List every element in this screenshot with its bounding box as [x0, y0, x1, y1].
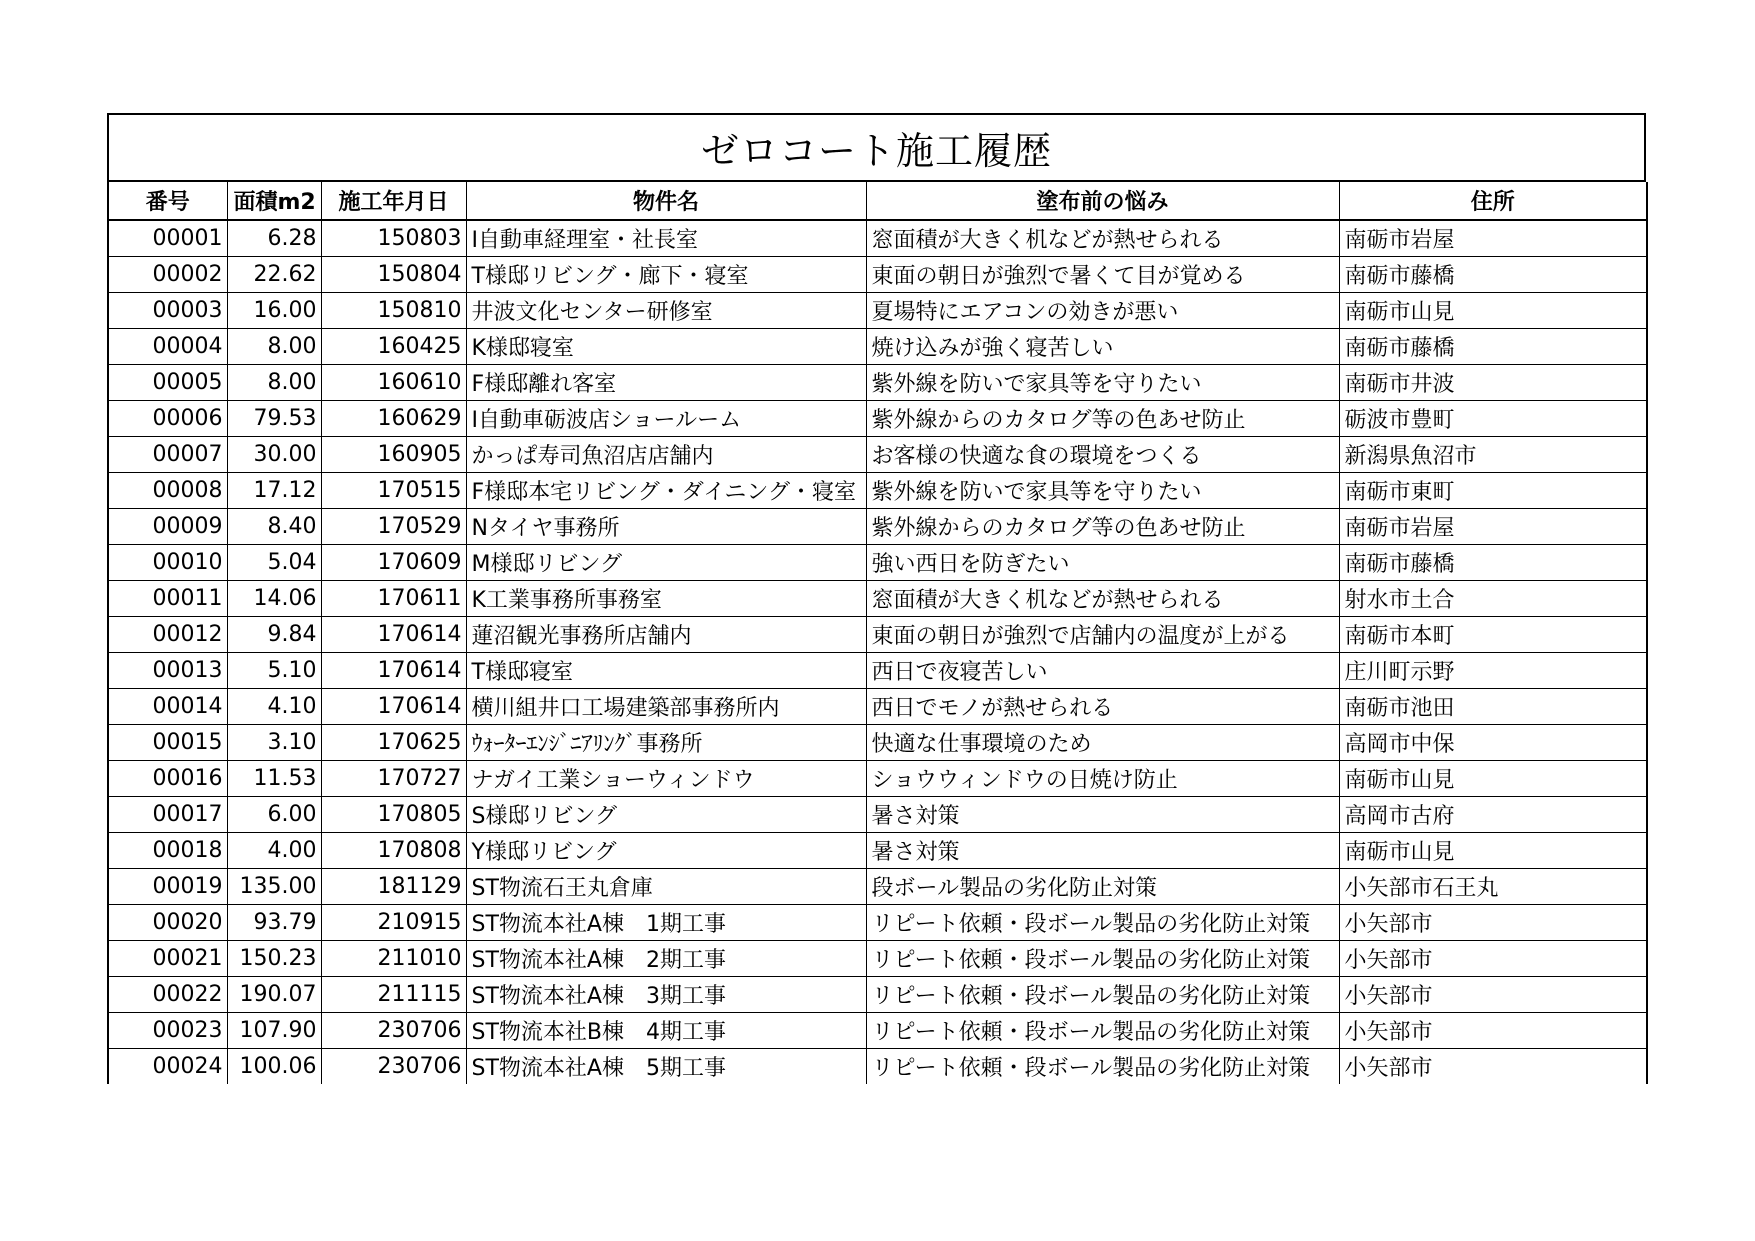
header-property: 物件名: [466, 182, 866, 220]
title-cell: [107, 113, 1646, 182]
property-cell: T様邸寝室: [466, 652, 866, 688]
area-cell: 100.06: [227, 1048, 321, 1084]
number-cell: 00021: [108, 940, 227, 976]
number-cell: 00018: [108, 832, 227, 868]
date-cell: 150810: [321, 292, 466, 328]
area-cell: 4.00: [227, 832, 321, 868]
number-cell: 00023: [108, 1012, 227, 1048]
date-cell: 170808: [321, 832, 466, 868]
property-cell: ST物流本社B棟 4期工事: [466, 1012, 866, 1048]
page-title: ゼロコート施工履歴: [700, 129, 1052, 173]
address-cell: 射水市土合: [1339, 580, 1647, 616]
number-cell: 00009: [108, 508, 227, 544]
concern-cell: 紫外線からのカタログ等の色あせ防止: [866, 400, 1339, 436]
concern-cell: リピート依頼・段ボール製品の劣化防止対策: [866, 1012, 1339, 1048]
property-cell: 横川組井口工場建築部事務所内: [466, 688, 866, 724]
concern-cell: 強い西日を防ぎたい: [866, 544, 1339, 580]
property-cell: かっぱ寿司魚沼店店舗内: [466, 436, 866, 472]
table-row: [108, 220, 1647, 256]
property-cell: T様邸リビング・廊下・寝室: [466, 256, 866, 292]
property-cell: F様邸離れ客室: [466, 364, 866, 400]
address-cell: 南砺市本町: [1339, 616, 1647, 652]
table-row: [108, 508, 1647, 544]
property-cell: Nタイヤ事務所: [466, 508, 866, 544]
date-cell: 181129: [321, 868, 466, 904]
area-cell: 14.06: [227, 580, 321, 616]
area-cell: 9.84: [227, 616, 321, 652]
address-cell: 小矢部市: [1339, 976, 1647, 1012]
date-cell: 170611: [321, 580, 466, 616]
address-cell: 高岡市古府: [1339, 796, 1647, 832]
table-row: [108, 688, 1647, 724]
property-cell: 井波文化センター研修室: [466, 292, 866, 328]
date-cell: 170529: [321, 508, 466, 544]
number-cell: 00002: [108, 256, 227, 292]
table-row: [108, 724, 1647, 760]
header-row: [108, 182, 1647, 220]
address-cell: 南砺市池田: [1339, 688, 1647, 724]
concern-cell: 段ボール製品の劣化防止対策: [866, 868, 1339, 904]
address-cell: 南砺市山見: [1339, 832, 1647, 868]
history-table: [107, 182, 1648, 1084]
concern-cell: 窓面積が大きく机などが熱せられる: [866, 220, 1339, 256]
number-cell: 00007: [108, 436, 227, 472]
address-cell: 南砺市岩屋: [1339, 220, 1647, 256]
table-row: [108, 760, 1647, 796]
area-cell: 190.07: [227, 976, 321, 1012]
area-cell: 8.00: [227, 328, 321, 364]
table-row: [108, 256, 1647, 292]
address-cell: 庄川町示野: [1339, 652, 1647, 688]
address-cell: 高岡市中保: [1339, 724, 1647, 760]
concern-cell: 紫外線を防いで家具等を守りたい: [866, 472, 1339, 508]
area-cell: 5.10: [227, 652, 321, 688]
property-cell: ST物流本社A棟 2期工事: [466, 940, 866, 976]
number-cell: 00003: [108, 292, 227, 328]
date-cell: 170609: [321, 544, 466, 580]
number-cell: 00008: [108, 472, 227, 508]
area-cell: 30.00: [227, 436, 321, 472]
header-date: 施工年月日: [321, 182, 466, 220]
area-cell: 107.90: [227, 1012, 321, 1048]
number-cell: 00022: [108, 976, 227, 1012]
table-row: [108, 580, 1647, 616]
property-cell: ｳｫｰﾀｰｴﾝｼﾞﾆｱﾘﾝｸﾞ事務所: [466, 724, 866, 760]
property-cell: K様邸寝室: [466, 328, 866, 364]
date-cell: 230706: [321, 1012, 466, 1048]
number-cell: 00012: [108, 616, 227, 652]
date-cell: 170727: [321, 760, 466, 796]
number-cell: 00004: [108, 328, 227, 364]
concern-cell: 暑さ対策: [866, 832, 1339, 868]
address-cell: 小矢部市: [1339, 904, 1647, 940]
number-cell: 00011: [108, 580, 227, 616]
date-cell: 211115: [321, 976, 466, 1012]
date-cell: 170515: [321, 472, 466, 508]
address-cell: 小矢部市: [1339, 1012, 1647, 1048]
area-cell: 6.28: [227, 220, 321, 256]
property-cell: ST物流石王丸倉庫: [466, 868, 866, 904]
number-cell: 00010: [108, 544, 227, 580]
property-cell: K工業事務所事務室: [466, 580, 866, 616]
date-cell: 170625: [321, 724, 466, 760]
number-cell: 00020: [108, 904, 227, 940]
concern-cell: リピート依頼・段ボール製品の劣化防止対策: [866, 976, 1339, 1012]
area-cell: 11.53: [227, 760, 321, 796]
address-cell: 新潟県魚沼市: [1339, 436, 1647, 472]
number-cell: 00016: [108, 760, 227, 796]
date-cell: 150803: [321, 220, 466, 256]
date-cell: 160629: [321, 400, 466, 436]
concern-cell: 焼け込みが強く寝苦しい: [866, 328, 1339, 364]
area-cell: 79.53: [227, 400, 321, 436]
concern-cell: リピート依頼・段ボール製品の劣化防止対策: [866, 904, 1339, 940]
property-cell: I自動車経理室・社長室: [466, 220, 866, 256]
history-sheet: [107, 113, 1646, 1084]
property-cell: ST物流本社A棟 1期工事: [466, 904, 866, 940]
table-row: [108, 328, 1647, 364]
property-cell: F様邸本宅リビング・ダイニング・寝室: [466, 472, 866, 508]
table-row: [108, 364, 1647, 400]
area-cell: 5.04: [227, 544, 321, 580]
address-cell: 小矢部市石王丸: [1339, 868, 1647, 904]
header-number: 番号: [108, 182, 227, 220]
concern-cell: 夏場特にエアコンの効きが悪い: [866, 292, 1339, 328]
property-cell: ST物流本社A棟 5期工事: [466, 1048, 866, 1084]
address-cell: 砺波市豊町: [1339, 400, 1647, 436]
area-cell: 150.23: [227, 940, 321, 976]
date-cell: 160425: [321, 328, 466, 364]
number-cell: 00017: [108, 796, 227, 832]
table-row: [108, 292, 1647, 328]
table-row: [108, 796, 1647, 832]
area-cell: 22.62: [227, 256, 321, 292]
area-cell: 93.79: [227, 904, 321, 940]
concern-cell: 西日でモノが熱せられる: [866, 688, 1339, 724]
concern-cell: お客様の快適な食の環境をつくる: [866, 436, 1339, 472]
table-row: [108, 616, 1647, 652]
concern-cell: リピート依頼・段ボール製品の劣化防止対策: [866, 940, 1339, 976]
address-cell: 小矢部市: [1339, 940, 1647, 976]
area-cell: 3.10: [227, 724, 321, 760]
date-cell: 160610: [321, 364, 466, 400]
number-cell: 00014: [108, 688, 227, 724]
date-cell: 211010: [321, 940, 466, 976]
number-cell: 00013: [108, 652, 227, 688]
number-cell: 00005: [108, 364, 227, 400]
area-cell: 135.00: [227, 868, 321, 904]
table-row: [108, 1048, 1647, 1084]
header-concern: 塗布前の悩み: [866, 182, 1339, 220]
date-cell: 170614: [321, 616, 466, 652]
address-cell: 南砺市岩屋: [1339, 508, 1647, 544]
area-cell: 8.00: [227, 364, 321, 400]
number-cell: 00024: [108, 1048, 227, 1084]
property-cell: ST物流本社A棟 3期工事: [466, 976, 866, 1012]
table-body: [108, 220, 1647, 1084]
concern-cell: リピート依頼・段ボール製品の劣化防止対策: [866, 1048, 1339, 1084]
concern-cell: 紫外線を防いで家具等を守りたい: [866, 364, 1339, 400]
address-cell: 南砺市東町: [1339, 472, 1647, 508]
date-cell: 150804: [321, 256, 466, 292]
concern-cell: 暑さ対策: [866, 796, 1339, 832]
table-row: [108, 436, 1647, 472]
property-cell: I自動車砺波店ショールーム: [466, 400, 866, 436]
date-cell: 210915: [321, 904, 466, 940]
concern-cell: 窓面積が大きく机などが熱せられる: [866, 580, 1339, 616]
area-cell: 17.12: [227, 472, 321, 508]
area-cell: 8.40: [227, 508, 321, 544]
area-cell: 16.00: [227, 292, 321, 328]
number-cell: 00006: [108, 400, 227, 436]
concern-cell: 西日で夜寝苦しい: [866, 652, 1339, 688]
header-area: 面積m2: [227, 182, 321, 220]
date-cell: 230706: [321, 1048, 466, 1084]
area-cell: 6.00: [227, 796, 321, 832]
header-address: 住所: [1339, 182, 1647, 220]
concern-cell: ショウウィンドウの日焼け防止: [866, 760, 1339, 796]
concern-cell: 紫外線からのカタログ等の色あせ防止: [866, 508, 1339, 544]
property-cell: ナガイ工業ショーウィンドウ: [466, 760, 866, 796]
date-cell: 170805: [321, 796, 466, 832]
table-row: [108, 472, 1647, 508]
property-cell: M様邸リビング: [466, 544, 866, 580]
table-row: [108, 940, 1647, 976]
table-row: [108, 904, 1647, 940]
property-cell: S様邸リビング: [466, 796, 866, 832]
number-cell: 00019: [108, 868, 227, 904]
concern-cell: 東面の朝日が強烈で店舗内の温度が上がる: [866, 616, 1339, 652]
address-cell: 南砺市藤橋: [1339, 544, 1647, 580]
table-row: [108, 976, 1647, 1012]
area-cell: 4.10: [227, 688, 321, 724]
table-row: [108, 868, 1647, 904]
date-cell: 160905: [321, 436, 466, 472]
number-cell: 00015: [108, 724, 227, 760]
concern-cell: 快適な仕事環境のため: [866, 724, 1339, 760]
table-row: [108, 544, 1647, 580]
date-cell: 170614: [321, 652, 466, 688]
property-cell: 蓮沼観光事務所店舗内: [466, 616, 866, 652]
address-cell: 小矢部市: [1339, 1048, 1647, 1084]
property-cell: Y様邸リビング: [466, 832, 866, 868]
table-row: [108, 1012, 1647, 1048]
address-cell: 南砺市山見: [1339, 292, 1647, 328]
table-row: [108, 400, 1647, 436]
address-cell: 南砺市藤橋: [1339, 328, 1647, 364]
table-row: [108, 652, 1647, 688]
address-cell: 南砺市山見: [1339, 760, 1647, 796]
concern-cell: 東面の朝日が強烈で暑くて目が覚める: [866, 256, 1339, 292]
address-cell: 南砺市井波: [1339, 364, 1647, 400]
number-cell: 00001: [108, 220, 227, 256]
table-row: [108, 832, 1647, 868]
address-cell: 南砺市藤橋: [1339, 256, 1647, 292]
date-cell: 170614: [321, 688, 466, 724]
